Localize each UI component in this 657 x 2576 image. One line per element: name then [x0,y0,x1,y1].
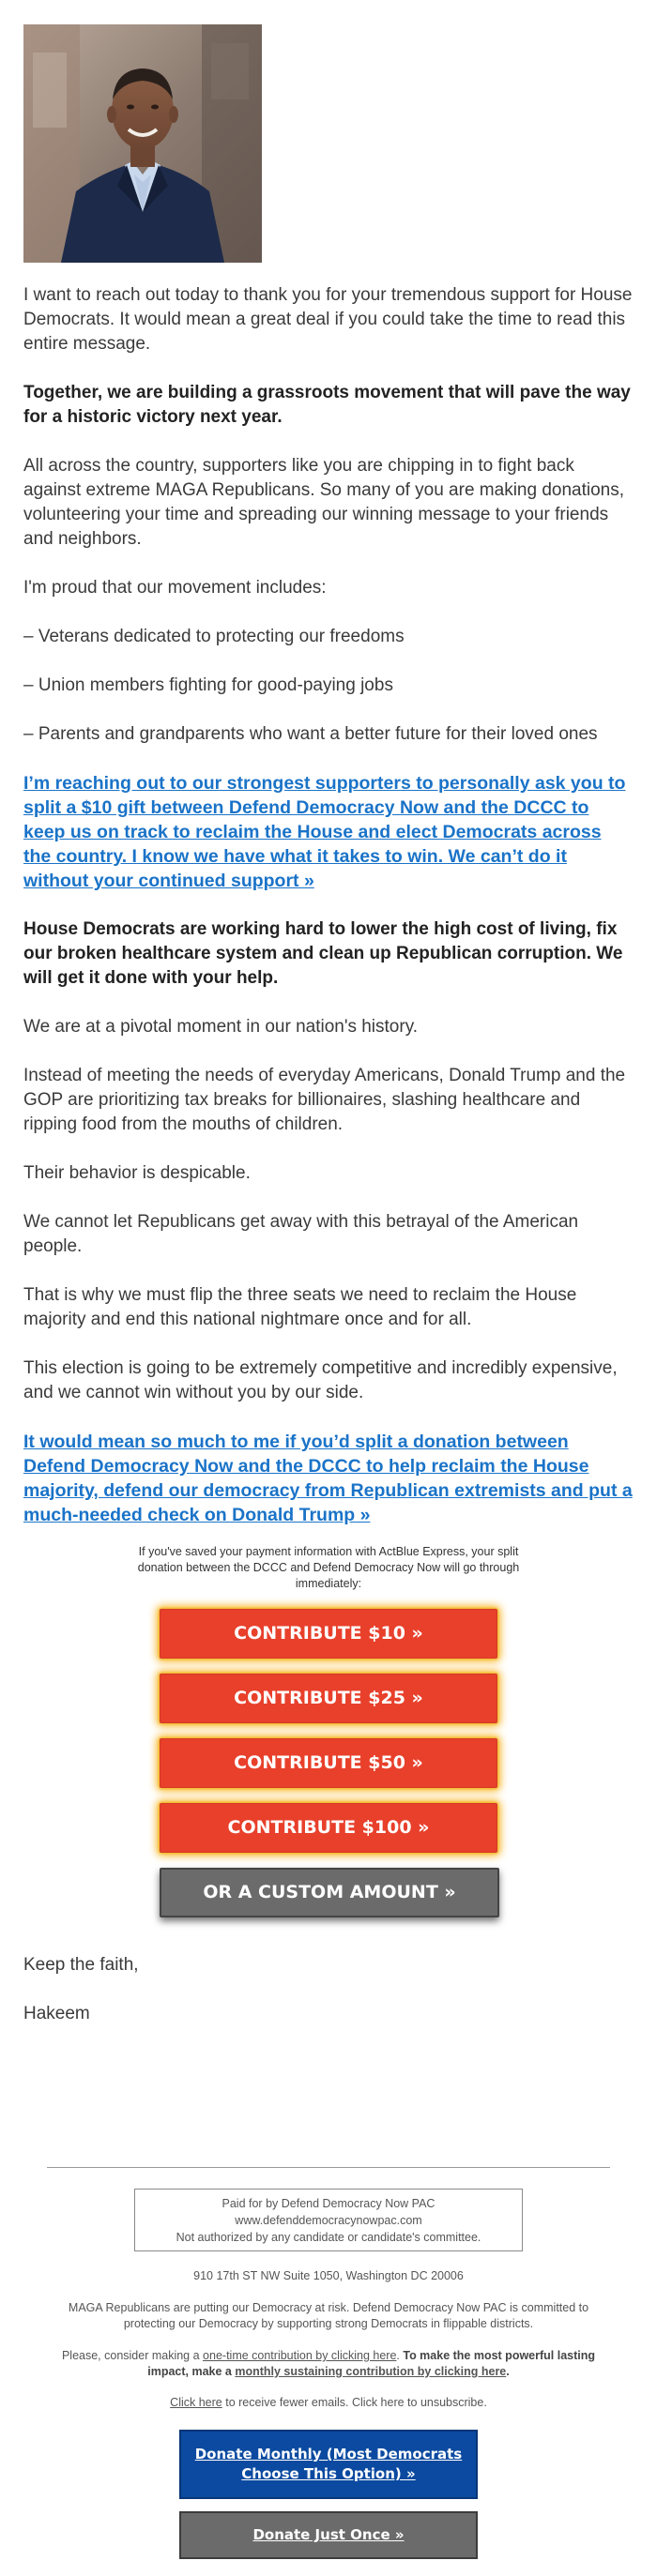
donation-link-paragraph [23,1430,634,1527]
fewer-emails-link[interactable]: Click here [170,2396,222,2409]
actblue-express-note: If you've saved your payment information with ActBlue Express, your split donation between the DCCC and Defend Democracy Now will go through immediately: [137,1545,520,1590]
contribute-buttons [160,1609,497,1917]
list-item-parents: – Parents and grandparents who want a better future for their loved ones [23,724,598,744]
split-donation-link[interactable]: It would mean so much to me if you’d split a donation between Defend Democracy Now and the DCCC to help reclaim the House majority, defend our democracy from Republican extremists and put a much-needed check on Donald Trump » [23,1432,633,1525]
list-item-unions: – Union members fighting for good-paying jobs [23,675,393,695]
contribute-100-button[interactable]: CONTRIBUTE $100 » [160,1803,497,1853]
list-item-veterans: – Veterans dedicated to protecting our freedoms [23,627,405,646]
contribute-25-button[interactable]: CONTRIBUTE $25 » [160,1674,497,1723]
signoff-line: Keep the faith, [23,1955,139,1975]
monthly-contribution-link[interactable]: monthly sustaining contribution by clicking here [235,2365,507,2378]
unsubscribe-text: to receive fewer emails. Click here to unsubscribe. [222,2396,487,2409]
betrayal-paragraph: We cannot let Republicans get away with this betrayal of the American people. [23,1212,579,1256]
custom-amount-button[interactable]: OR A CUSTOM AMOUNT » [160,1868,499,1917]
footer [0,2167,657,2559]
consider-separator: . [396,2349,404,2362]
consider-contribution [47,2348,610,2380]
email-preferences [0,2395,657,2411]
competitive-paragraph: This election is going to be extremely competitive and incredibly expensive, and we cannot win without you by our side. [23,1358,618,1402]
mission-statement: MAGA Republicans are putting our Democracy at risk. Defend Democracy Now PAC is committed to protecting our Democracy by supporting strong Democrats in flippable districts. [68,2301,589,2330]
mailing-address: 910 17th ST NW Suite 1050, Washington DC 20006 [193,2269,464,2282]
consider-bold-label: To make the most powerful lasting impact, make a [147,2349,596,2378]
intro-paragraph: I want to reach out today to thank you for your tremendous support for House Democrats. It would mean a great deal if you could take the time to read this entire message. [23,285,633,354]
footer-divider [47,2167,610,2168]
working-hard-paragraph: House Democrats are working hard to lower the high cost of living, fix our broken healthcare system and clean up Republican corruption. We will get it done with your help. [23,919,623,988]
ask-link-paragraph [23,771,634,893]
website-text: www.defenddemocracynowpac.com [235,2214,422,2227]
paid-by-text: Paid for by Defend Democracy Now PAC [222,2197,435,2210]
contribute-10-button[interactable]: CONTRIBUTE $10 » [160,1609,497,1659]
pivotal-paragraph: We are at a pivotal moment in our nation's history. [23,1017,419,1037]
trump-gop-paragraph: Instead of meeting the needs of everyday Americans, Donald Trump and the GOP are prioritizing tax breaks for billionaires, slashing healthcare and ripping food from the mouths of children. [23,1066,626,1134]
paid-for-disclaimer [134,2189,523,2251]
despicable-paragraph: Their behavior is despicable. [23,1163,251,1183]
signoff [23,1953,634,2026]
donate-once-button[interactable]: Donate Just Once » [179,2511,478,2559]
consider-text: Please, consider making a [61,2349,204,2362]
proud-paragraph: I'm proud that our movement includes: [23,578,327,598]
not-authorized-text: Not authorized by any candidate or candidate's committee. [176,2231,481,2244]
donate-monthly-button[interactable]: Donate Monthly (Most Democrats Choose This Option) » [179,2430,478,2499]
supporters-paragraph: All across the country, supporters like you are chipping in to fight back against extreme MAGA Republicans. So many of you are making donations, volunteering your time and spreading our winning message to your friends and neighbors. [23,456,625,549]
one-time-contribution-link[interactable]: one-time contribution by clicking here [203,2349,397,2362]
portrait-photo [23,24,262,263]
contribute-50-button[interactable]: CONTRIBUTE $50 » [160,1738,497,1788]
consider-end: . [506,2365,510,2378]
flip-seats-paragraph: That is why we must flip the three seats we need to reclaim the House majority and end this national nightmare once and for all. [23,1285,577,1329]
movement-paragraph: Together, we are building a grassroots movement that will pave the way for a historic victory next year. [23,383,631,427]
signature-name: Hakeem [23,2004,90,2023]
split-gift-link[interactable]: I’m reaching out to our strongest supporters to personally ask you to split a $10 gift between Defend Democracy Now and the DCCC to keep us on track to reclaim the House and elect Democrats across the country. I know we have what it takes to win. We can’t do it without your continued support » [23,773,626,891]
